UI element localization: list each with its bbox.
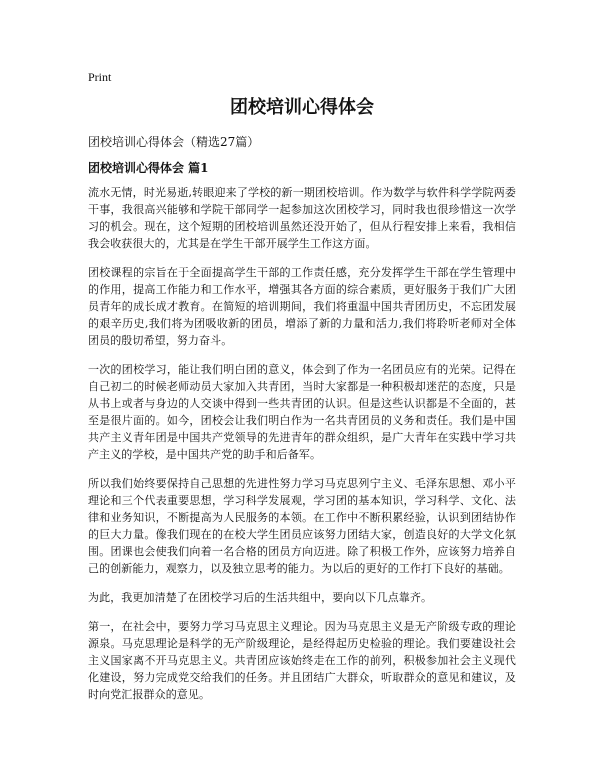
paragraph: 所以我们始终要保持自己思想的先进性努力学习马克思列宁主义、毛泽东思想、邓小平理论和三个代表重要思想，学习科学发展观，学习团的基本知识，学习科学、文化、法律和业务知识，不断提高为人民服务的本领。在工作中不断积累经验，认识到团结协作的巨大力量。像我们现在的在校大学生团员应该努力团结大家，创造良好的大学文化氛围。团课也会使我们向着一名合格的团员方向迈进。除了积极工作外，应该努力培养自己的创新能力，观察力，以及独立思考的能力。为以后的更好的工作打下良好的基础。	[88, 477, 516, 575]
paragraph: 团校课程的宗旨在于全面提高学生干部的工作责任感，充分发挥学生干部在学生管理中的作用，提高工作能力和工作水平，增强其各方面的综合素质，更好服务于我们广大团员青年的成长成才教育。在简短的培训期间，我们将重温中国共青团历史，不忘团发展的艰辛历史,我们将为团吸收新的团员，增添了新的力量和活力,我们将聆听老师对全体团员的殷切希望，努力奋斗。	[88, 266, 516, 347]
section-heading: 团校培训心得体会 篇1	[88, 161, 209, 175]
document-subtitle: 团校培训心得体会（精选27篇）	[88, 135, 260, 149]
paragraph: 第一，在社会中，要努力学习马克思主义理论。因为马克思主义是无产阶级专政的理论源泉。马克思理论是科学的无产阶级理论，是经得起历史检验的理论。我们要建设社会主义国家离不开马克思主义。共青团应该始终走在工作的前列，积极参加社会主义现代化建设，努力完成党交给我们的任务。并且团结广大群众，听取群众的意见和建议，及时向党汇报群众的意见。	[88, 620, 516, 701]
page-title: 团校培训心得体会	[230, 97, 374, 118]
paragraph: 为此，我更加清楚了在团校学习后的生活共组中，要向以下几点靠齐。	[88, 591, 433, 604]
print-link[interactable]: Print	[88, 70, 112, 84]
paragraph: 流水无情，时光易逝,转眼迎来了学校的新一期团校培训。作为数学与软件科学学院两委干事，我很高兴能够和学院干部同学一起参加这次团校学习，同时我也很珍惜这一次学习的机会。现在，这个短期的团校培训虽然还没开始了，但从行程安排上来看，我相信我会收获很大的，尤其是在学生干部开展学生工作这方面。	[88, 186, 516, 250]
paragraph: 一次的团校学习，能让我们明白团的意义，体会到了作为一名团员应有的光荣。记得在自己初二的时候老师动员大家加入共青团，当时大家都是一种积极却迷茫的态度，只是从书上或者与身边的人交谈中得到一些共青团的认识。但是这些认识都是不全面的，甚至是很片面的。如今，团校会让我们明白作为一名共青团员的义务和责任。我们是中国共产主义青年团是中国共产党领导的先进青年的群众组织，是广大青年在实践中学习共产主义的学校，是中国共产党的助手和后备军。	[88, 363, 516, 461]
document-body	[88, 184, 516, 715]
